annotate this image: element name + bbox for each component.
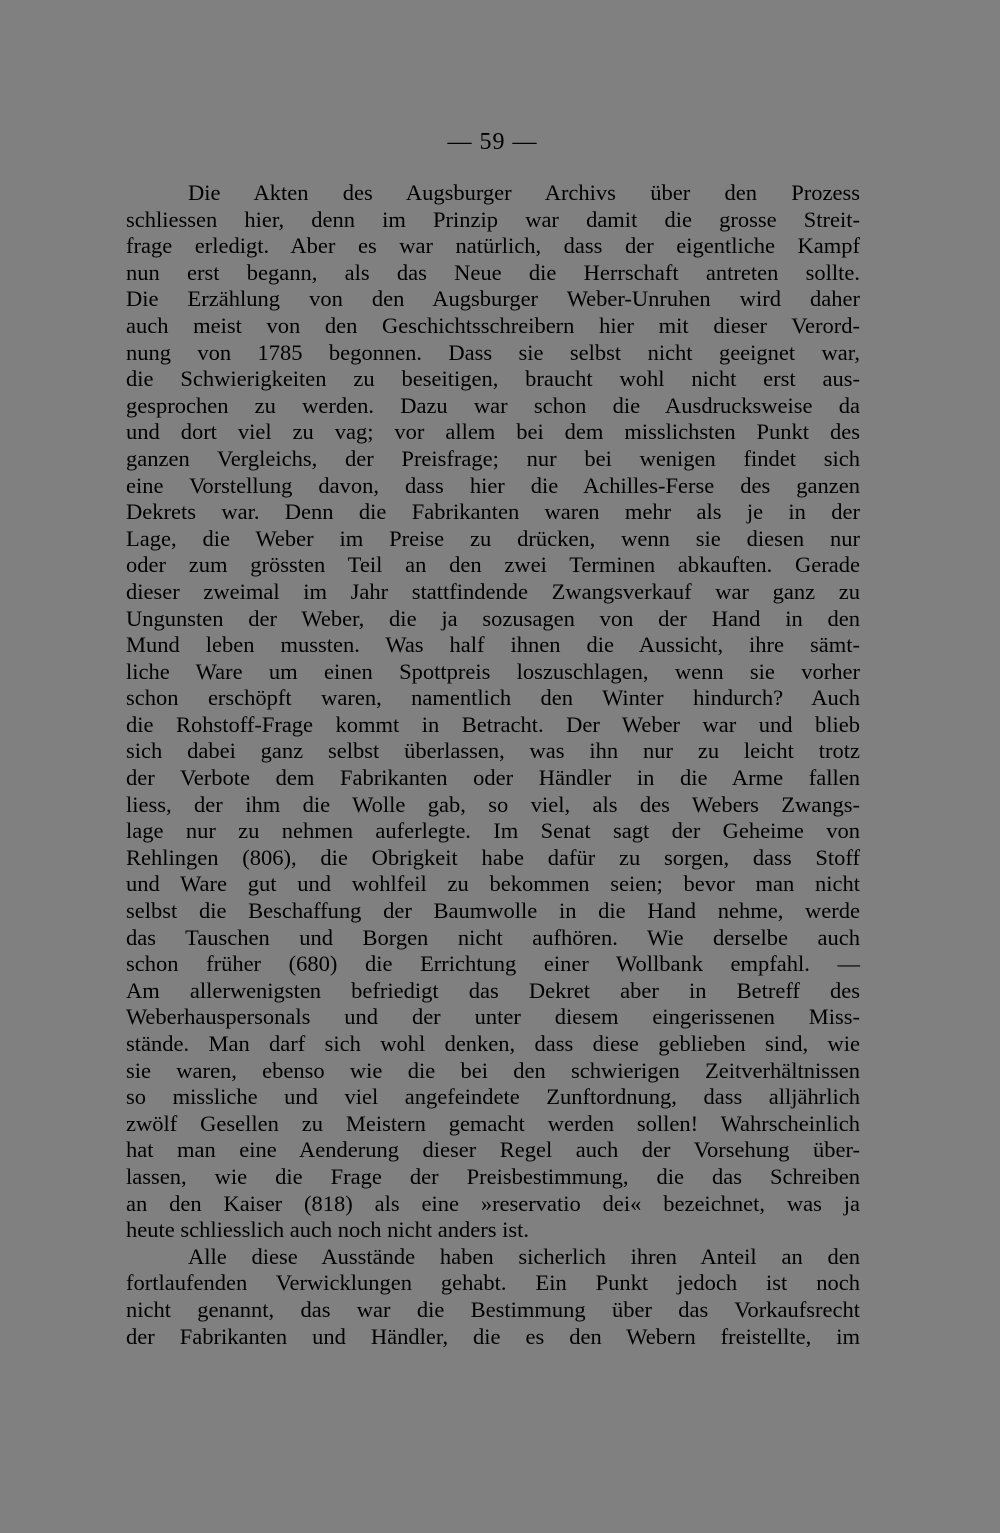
text-line: Dekrets war. Denn die Fabrikanten waren mehr als je in der xyxy=(126,499,860,525)
text-line: nung von 1785 begonnen. Dass sie selbst nicht geeignet war, xyxy=(126,339,860,365)
text-line: selbst die Beschaffung der Baumwolle in die Hand nehme, werde xyxy=(126,898,860,924)
text-line: ganzen Vergleichs, der Preisfrage; nur bei wenigen findet sich xyxy=(126,445,860,471)
text-line: Alle diese Ausstände haben sicherlich ihren Anteil an den xyxy=(188,1243,860,1269)
text-line: Die Erzählung von den Augsburger Weber-Unruhen wird daher xyxy=(126,286,860,312)
text-line: Rehlingen (806), die Obrigkeit habe dafür zu sorgen, dass Stoff xyxy=(126,844,860,870)
text-line: und Ware gut und wohlfeil zu bekommen seien; bevor man nicht xyxy=(126,871,860,897)
text-line: sich dabei ganz selbst überlassen, was ihn nur zu leicht trotz xyxy=(126,738,860,764)
text-line: schon erschöpft waren, namentlich den Winter hindurch? Auch xyxy=(126,685,860,711)
text-line: Weberhauspersonals und der unter diesem eingerissenen Miss- xyxy=(126,1004,860,1030)
body-text xyxy=(126,180,860,1350)
text-line: Ungunsten der Weber, die ja sozusagen von der Hand in den xyxy=(126,605,860,631)
text-line: Am allerwenigsten befriedigt das Dekret aber in Betreff des xyxy=(126,977,860,1003)
text-line: zwölf Gesellen zu Meistern gemacht werden sollen! Wahrscheinlich xyxy=(126,1110,860,1136)
text-line: stände. Man darf sich wohl denken, dass diese geblieben sind, wie xyxy=(126,1031,860,1056)
text-line: auch meist von den Geschichtsschreibern hier mit dieser Verord- xyxy=(126,312,860,338)
text-line: so missliche und viel angefeindete Zunftordnung, dass alljährlich xyxy=(126,1084,860,1110)
text-line: lassen, wie die Frage der Preisbestimmung, die das Schreiben xyxy=(126,1163,860,1189)
text-line: der Fabrikanten und Händler, die es den Webern freistellte, im xyxy=(126,1323,860,1349)
text-line: lage nur zu nehmen auferlegte. Im Senat sagt der Geheime von xyxy=(126,818,860,844)
text-line: an den Kaiser (818) als eine »reservatio dei« bezeichnet, was ja xyxy=(126,1190,860,1216)
text-line: schliessen hier, denn im Prinzip war damit die grosse Streit- xyxy=(126,206,860,232)
text-line: eine Vorstellung davon, dass hier die Achilles-Ferse des ganzen xyxy=(126,472,860,498)
text-line: liche Ware um einen Spottpreis loszuschlagen, wenn sie vorher xyxy=(126,658,860,684)
text-line: gesprochen zu werden. Dazu war schon die Ausdrucksweise da xyxy=(126,392,860,418)
text-line: Mund leben mussten. Was half ihnen die Aussicht, ihre sämt- xyxy=(126,632,860,658)
text-line: nun erst begann, als das Neue die Herrschaft antreten sollte. xyxy=(126,259,860,285)
text-line: fortlaufenden Verwicklungen gehabt. Ein Punkt jedoch ist noch xyxy=(126,1270,860,1296)
text-line: Lage, die Weber im Preise zu drücken, wenn sie diesen nur xyxy=(126,525,860,551)
text-line: Die Akten des Augsburger Archivs über den Prozess xyxy=(188,180,860,205)
text-line: schon früher (680) die Errichtung einer Wollbank empfahl. — xyxy=(126,951,860,977)
page-number: — 59 — xyxy=(447,129,538,155)
text-line: dieser zweimal im Jahr stattfindende Zwangsverkauf war ganz zu xyxy=(126,578,860,604)
text-line: sie waren, ebenso wie die bei den schwierigen Zeitverhältnissen xyxy=(126,1057,860,1083)
text-line: frage erledigt. Aber es war natürlich, dass der eigentliche Kampf xyxy=(126,233,860,259)
text-line: der Verbote dem Fabrikanten oder Händler in die Arme fallen xyxy=(126,765,860,791)
text-line: und dort viel zu vag; vor allem bei dem misslichsten Punkt des xyxy=(126,419,860,445)
text-line: heute schliesslich auch noch nicht anders ist. xyxy=(126,1217,530,1243)
text-line: die Rohstoff-Frage kommt in Betracht. Der Weber war und blieb xyxy=(126,711,860,737)
text-line: oder zum grössten Teil an den zwei Terminen abkauften. Gerade xyxy=(126,552,860,578)
text-line: liess, der ihm die Wolle gab, so viel, als des Webers Zwangs- xyxy=(126,791,860,817)
text-line: nicht genannt, das war die Bestimmung über das Vorkaufsrecht xyxy=(126,1296,860,1322)
text-line: die Schwierigkeiten zu beseitigen, braucht wohl nicht erst aus- xyxy=(126,366,860,392)
text-line: das Tauschen und Borgen nicht aufhören. Wie derselbe auch xyxy=(126,924,860,950)
text-line: hat man eine Aenderung dieser Regel auch der Vorsehung über- xyxy=(126,1137,860,1163)
